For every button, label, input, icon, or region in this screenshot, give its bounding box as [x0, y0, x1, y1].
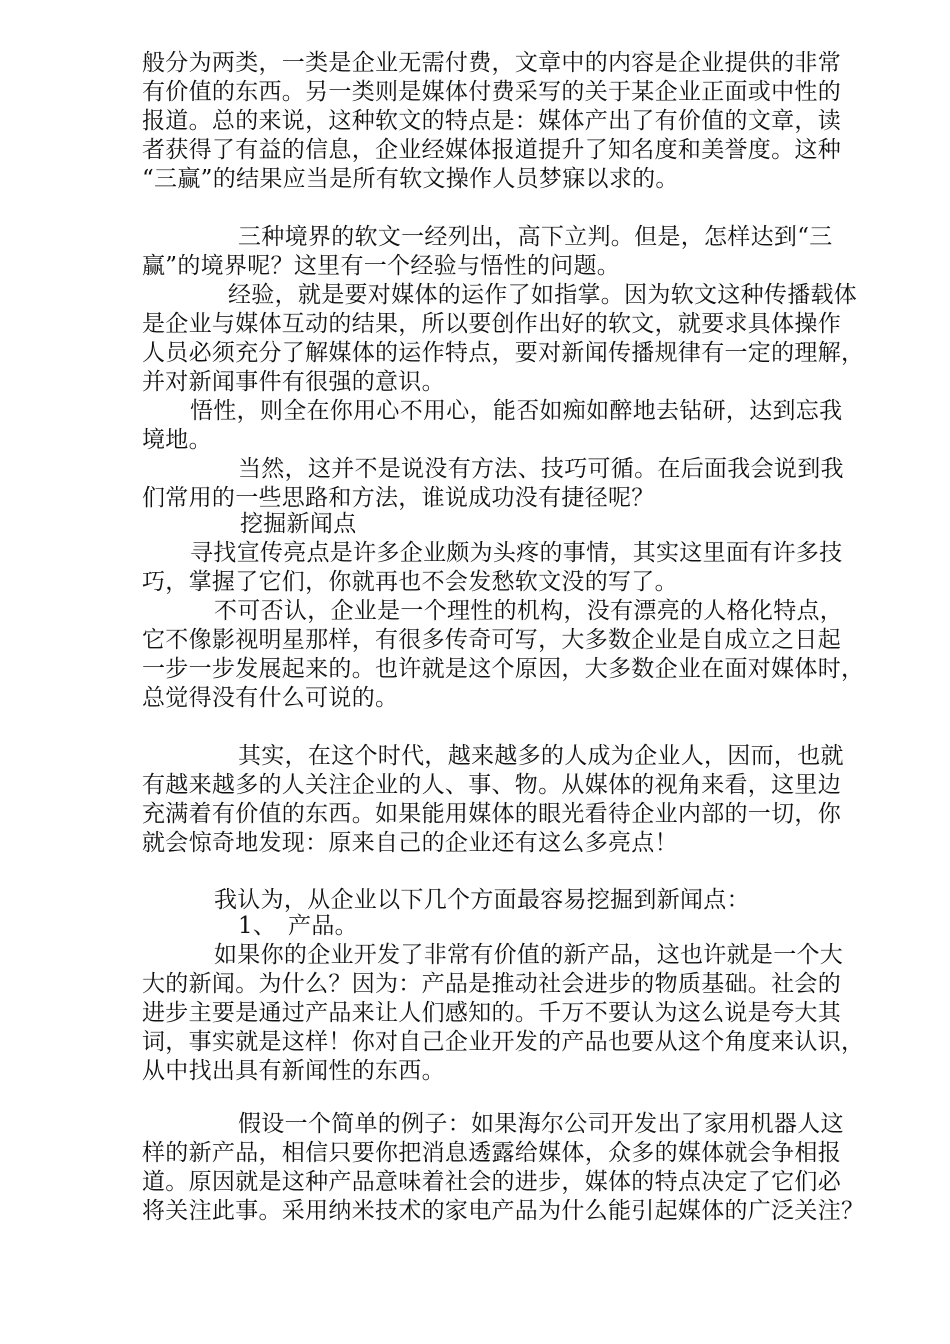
text-line: 总觉得没有什么可说的。 — [142, 685, 399, 711]
text-line: 般分为两类，一类是企业无需付费，文章中的内容是企业提供的非常 — [142, 50, 841, 76]
text-line: 有越来越多的人关注企业的人、事、物。从媒体的视角来看，这里边 — [142, 772, 841, 798]
text-line: 是企业与媒体互动的结果，所以要创作出好的软文，就要求具体操作 — [142, 311, 841, 337]
text-line: 有价值的东西。另一类则是媒体付费采写的关于某企业正面或中性的 — [142, 79, 841, 105]
text-line: 三种境界的软文一经列出，高下立判。但是，怎样达到“三 — [238, 224, 833, 250]
text-line: 我认为，从企业以下几个方面最容易挖掘到新闻点： — [214, 887, 750, 913]
text-line: 样的新产品，相信只要你把消息透露给媒体，众多的媒体就会争相报 — [142, 1140, 841, 1166]
text-line: 它不像影视明星那样，有很多传奇可写，大多数企业是自成立之日起 — [142, 627, 841, 653]
text-line: 如果你的企业开发了非常有价值的新产品，这也许就是一个大 — [214, 942, 844, 968]
section-heading: 挖掘新闻点 — [240, 511, 357, 537]
text-line: 假设一个简单的例子：如果海尔公司开发出了家用机器人这 — [238, 1111, 844, 1137]
text-line: 就会惊奇地发现：原来自己的企业还有这么多亮点！ — [142, 830, 678, 856]
text-line: 一步一步发展起来的。也许就是这个原因，大多数企业在面对媒体时， — [142, 656, 865, 682]
text-line: 经验，就是要对媒体的运作了如指掌。因为软文这种传播载体 — [228, 282, 858, 308]
text-line: 寻找宣传亮点是许多企业颇为头疼的事情，其实这里面有许多技 — [190, 540, 843, 566]
text-line: 巧，掌握了它们，你就再也不会发愁软文没的写了。 — [142, 569, 678, 595]
text-line: 其实，在这个时代，越来越多的人成为企业人，因而，也就 — [238, 743, 844, 769]
text-line: 并对新闻事件有很强的意识。 — [142, 369, 445, 395]
text-line: 从中找出具有新闻性的东西。 — [142, 1058, 445, 1084]
text-line: 人员必须充分了解媒体的运作特点，要对新闻传播规律有一定的理解， — [142, 340, 865, 366]
text-line: 报道。总的来说，这种软文的特点是：媒体产出了有价值的文章，读 — [142, 108, 841, 134]
list-item: 1、 产品。 — [238, 913, 358, 939]
text-line: 词，事实就是这样！你对自己企业开发的产品也要从这个角度来认识， — [142, 1029, 865, 1055]
text-line: 悟性，则全在你用心不用心，能否如痴如醉地去钻研，达到忘我 — [190, 398, 843, 424]
text-line: 们常用的一些思路和方法，谁说成功没有捷径呢？ — [142, 485, 655, 511]
text-line: “三赢”的结果应当是所有软文操作人员梦寐以求的。 — [142, 166, 679, 192]
text-line: 境地。 — [142, 427, 212, 453]
text-line: 当然，这并不是说没有方法、技巧可循。在后面我会说到我 — [238, 456, 844, 482]
text-line: 者获得了有益的信息，企业经媒体报道提升了知名度和美誉度。这种 — [142, 137, 841, 163]
text-line: 赢”的境界呢？这里有一个经验与悟性的问题。 — [142, 253, 621, 279]
text-line: 将关注此事。采用纳米技术的家电产品为什么能引起媒体的广泛关注？ — [142, 1198, 865, 1224]
text-line: 充满着有价值的东西。如果能用媒体的眼光看待企业内部的一切，你 — [142, 801, 841, 827]
text-line: 道。原因就是这种产品意味着社会的进步，媒体的特点决定了它们必 — [142, 1169, 841, 1195]
text-line: 进步主要是通过产品来让人们感知的。千万不要认为这么说是夸大其 — [142, 1000, 841, 1026]
text-line: 大的新闻。为什么？因为：产品是推动社会进步的物质基础。社会的 — [142, 971, 841, 997]
text-line: 不可否认，企业是一个理性的机构，没有漂亮的人格化特点， — [214, 598, 844, 624]
